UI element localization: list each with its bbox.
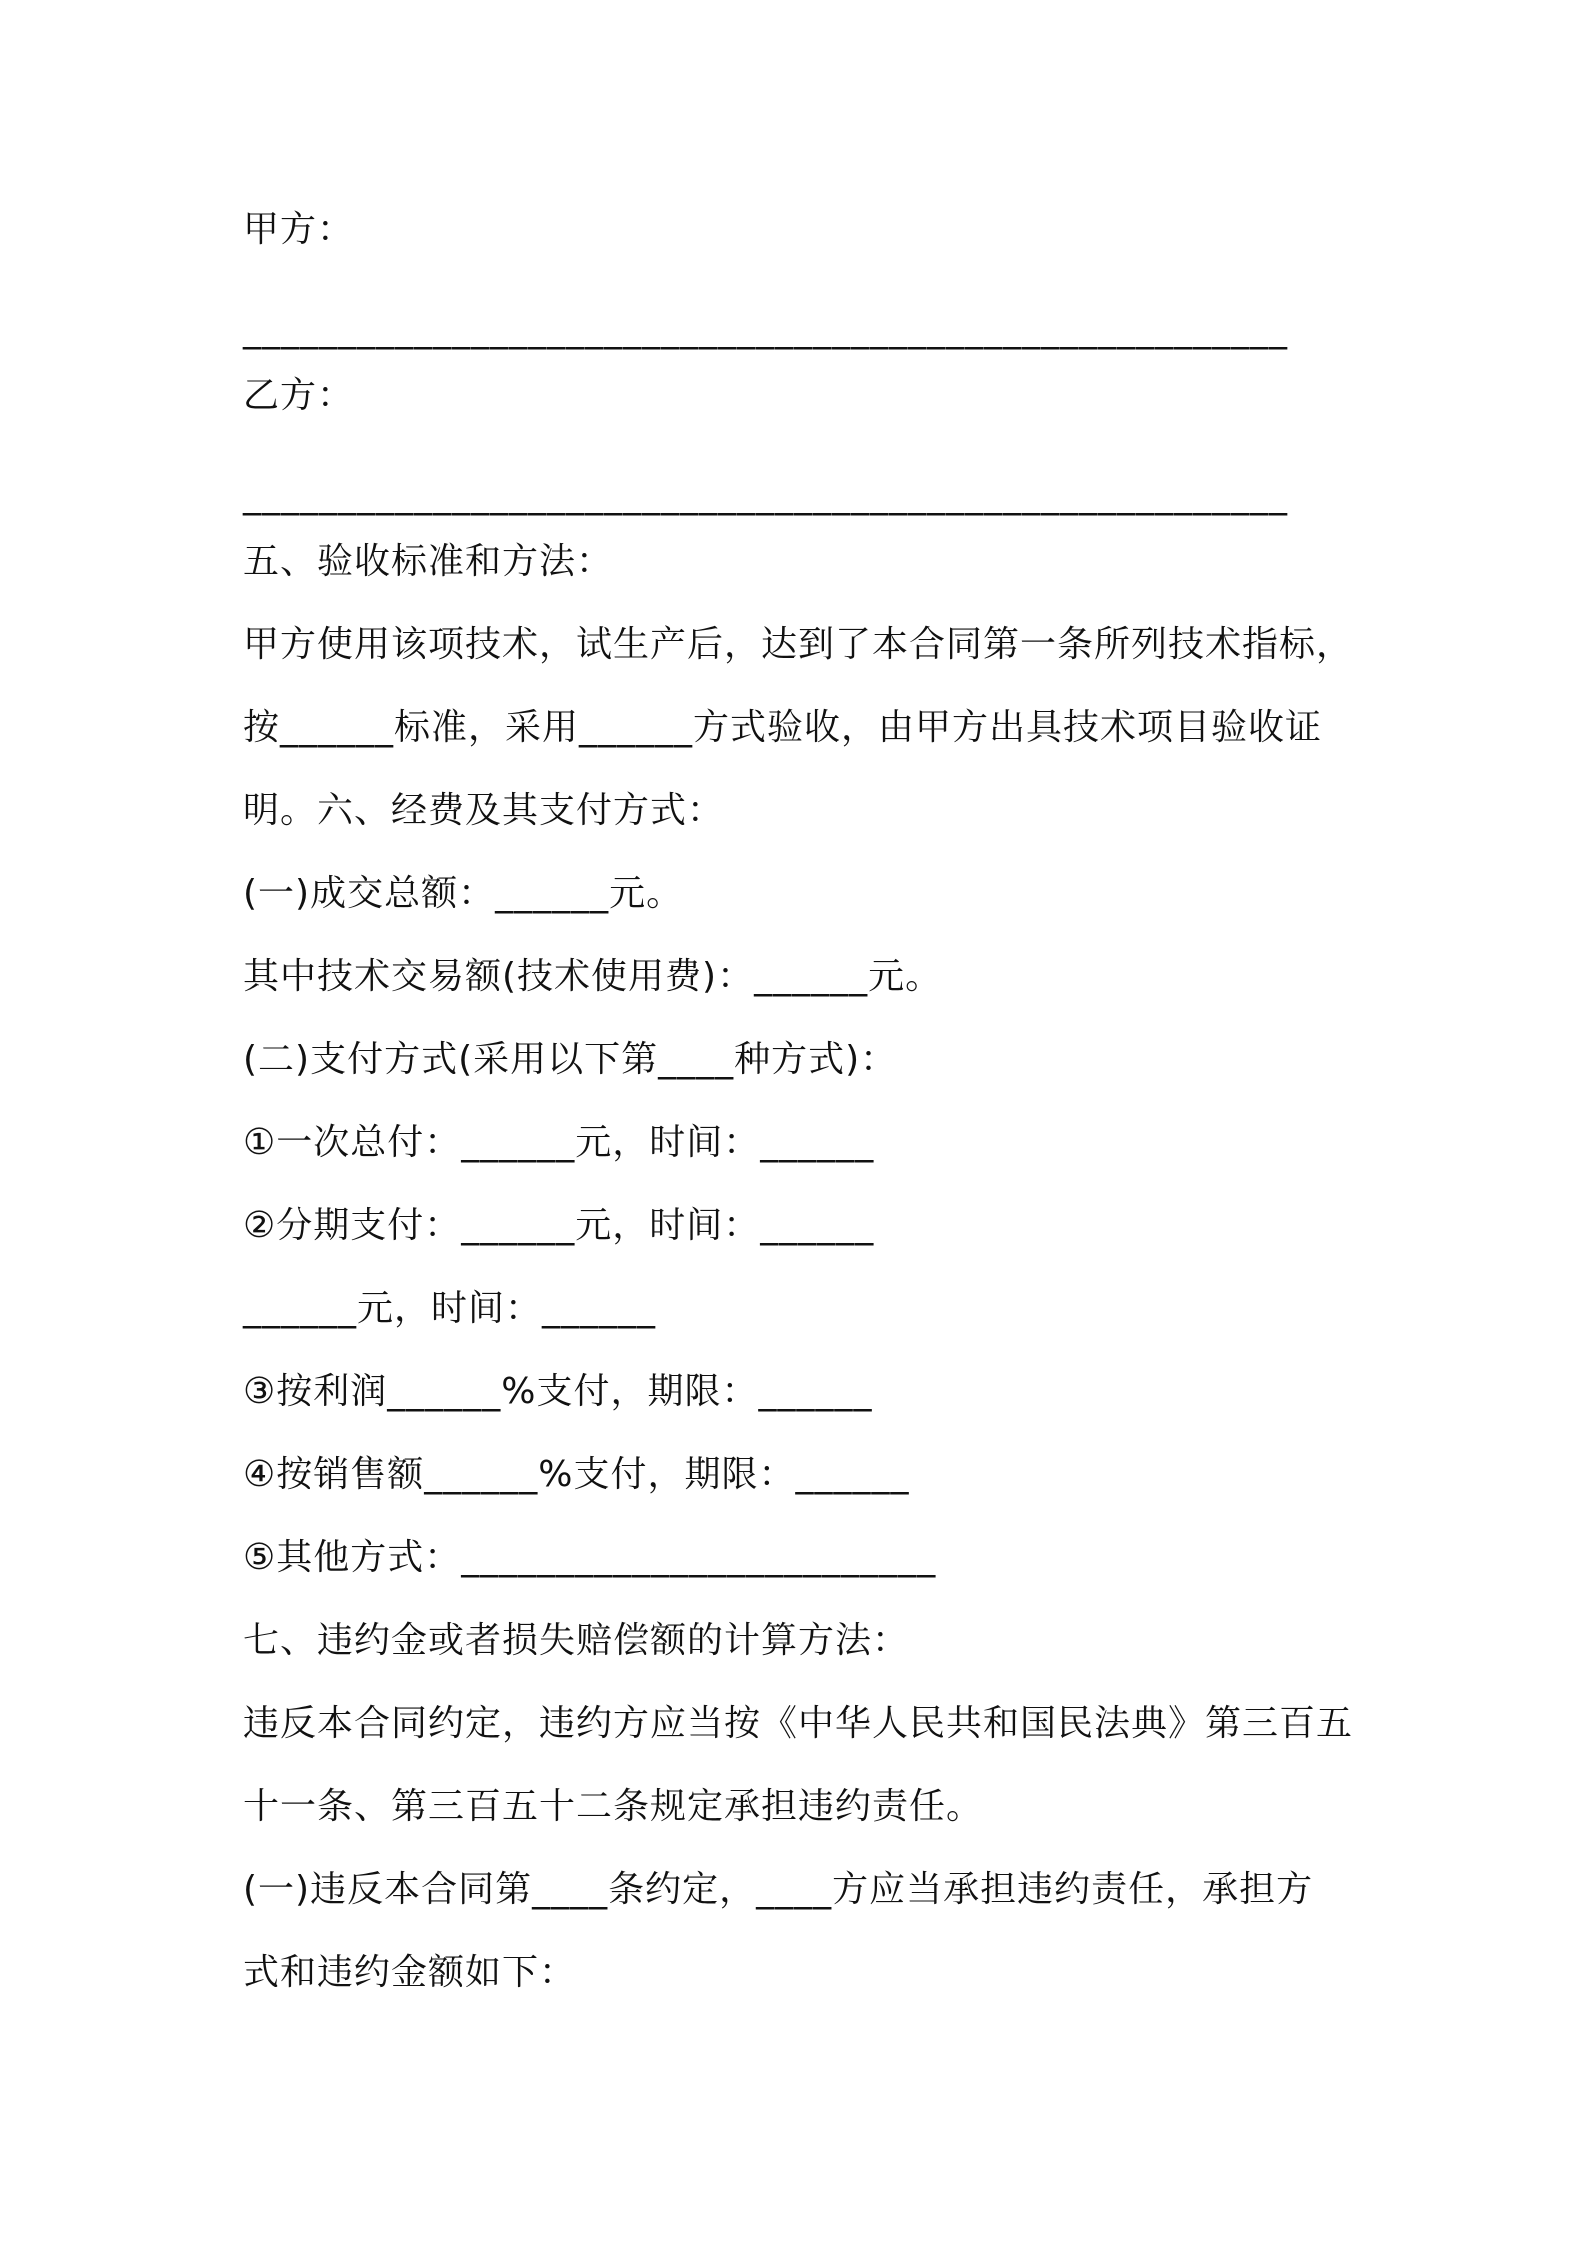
section-7-heading: 七、违约金或者损失赔偿额的计算方法： — [243, 1620, 910, 1661]
total-amount-line: (一)成交总额：______元。 — [243, 873, 684, 914]
paragraph-line: (一)违反本合同第____条约定，____方应当承担违约责任，承担方 — [243, 1869, 1314, 1910]
payment-option-2: ②分期支付：______元，时间：______ — [243, 1205, 875, 1246]
paragraph-line: 式和违约金额如下： — [243, 1952, 577, 1993]
party-b-label: 乙方： — [243, 375, 355, 416]
party-b-blank-line: _______________________________________________________ — [243, 475, 1288, 516]
section-6-heading: 明。六、经费及其支付方式： — [243, 790, 725, 831]
paragraph-line: 按______标准，采用______方式验收，由甲方出具技术项目验收证 — [243, 707, 1323, 748]
paragraph-line: 违反本合同约定，违约方应当按《中华人民共和国民法典》第三百五 — [243, 1703, 1354, 1744]
payment-option-5: ⑤其他方式：_________________________ — [243, 1537, 937, 1578]
payment-option-3: ③按利润______%支付，期限：______ — [243, 1371, 873, 1412]
party-a-label: 甲方： — [243, 209, 355, 250]
payment-option-1: ①一次总付：______元，时间：______ — [243, 1122, 875, 1163]
paragraph-line: 甲方使用该项技术，试生产后，达到了本合同第一条所列技术指标， — [243, 624, 1354, 665]
paragraph-line: 十一条、第三百五十二条规定承担违约责任。 — [243, 1786, 984, 1827]
tech-fee-line: 其中技术交易额(技术使用费)：______元。 — [243, 956, 943, 997]
payment-option-2-cont: ______元，时间：______ — [243, 1288, 657, 1329]
payment-option-4: ④按销售额______%支付，期限：______ — [243, 1454, 910, 1495]
payment-method-line: (二)支付方式(采用以下第____种方式)： — [243, 1039, 898, 1080]
party-a-blank-line: _______________________________________________________ — [243, 309, 1288, 350]
section-5-heading: 五、验收标准和方法： — [243, 541, 614, 582]
